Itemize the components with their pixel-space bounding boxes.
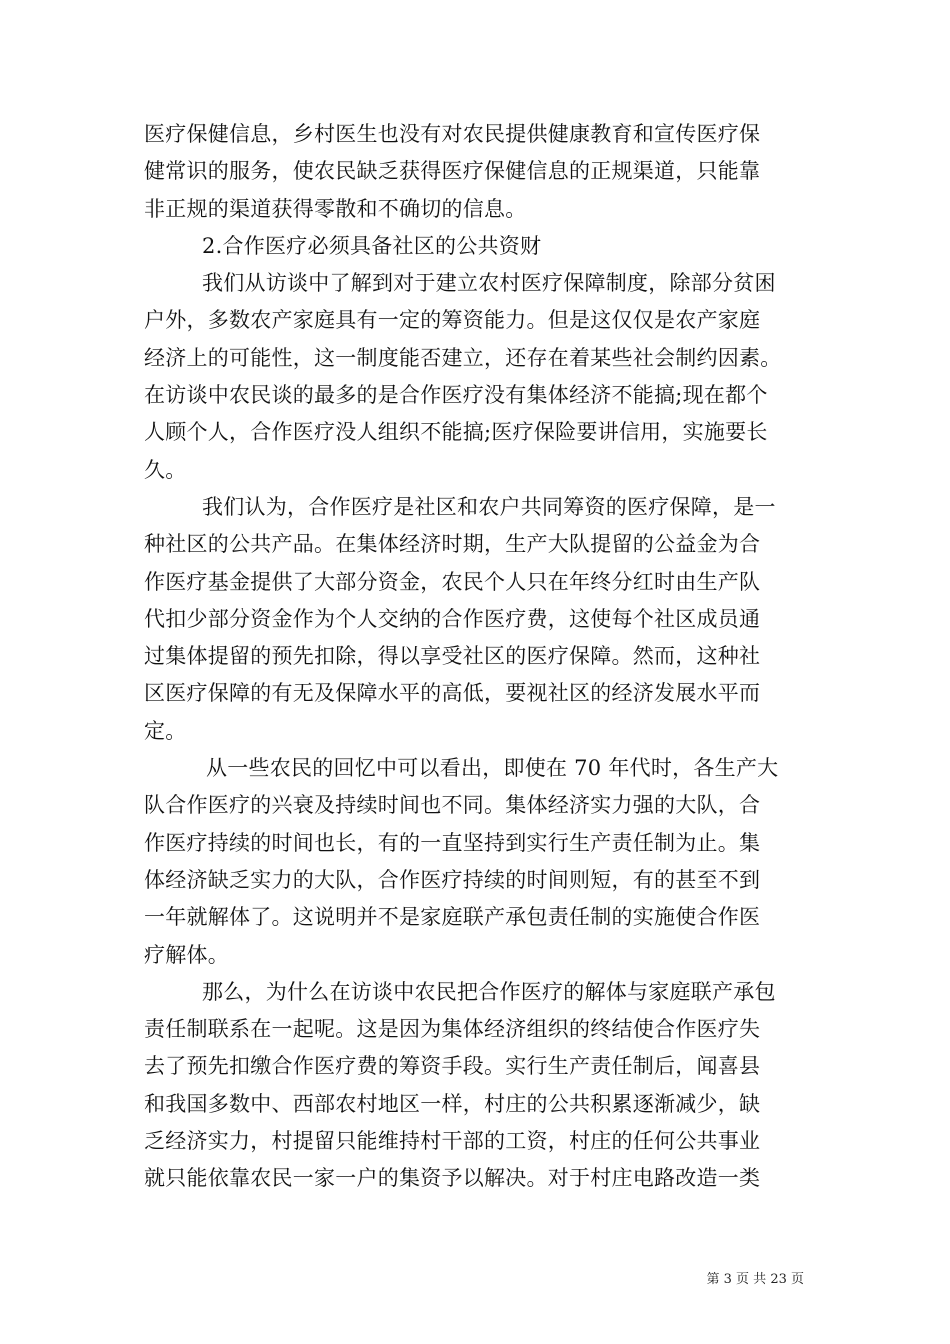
text-line: 疗解体。 [144, 942, 229, 967]
paragraph [144, 265, 810, 489]
text-line: 种社区的公共产品。在集体经济时期，生产大队提留的公益金为合 [144, 532, 761, 557]
text-line: 作医疗基金提供了大部分资金，农民个人只在年终分红时由生产队 [144, 569, 761, 594]
text-line: 一年就解体了。这说明并不是家庭联产承包责任制的实施使合作医 [144, 905, 761, 930]
text-line: 从一些农民的回忆中可以看出，即使在 70 年代时，各生产大 [206, 756, 779, 781]
text-line: 经济上的可能性，这一制度能否建立，还存在着某些社会制约因素。 [144, 345, 782, 370]
text-line: 在访谈中农民谈的最多的是合作医疗没有集体经济不能搞;现在都个 [144, 383, 768, 408]
text-line: 区医疗保障的有无及保障水平的高低，要视社区的经济发展水平而 [144, 681, 761, 706]
text-line: 我们认为，合作医疗是社区和农户共同筹资的医疗保障，是一 [202, 494, 776, 519]
paragraph [144, 489, 810, 750]
text-line: 就只能依靠农民一家一户的集资予以解决。对于村庄电路改造一类 [144, 1166, 761, 1191]
text-line: 户外，多数农产家庭具有一定的筹资能力。但是这仅仅是农产家庭 [144, 308, 761, 333]
text-line: 代扣少部分资金作为个人交纳的合作医疗费，这使每个社区成员通 [144, 606, 761, 631]
text-line: 队合作医疗的兴衰及持续时间也不同。集体经济实力强的大队，合 [144, 793, 761, 818]
text-line: 健常识的服务，使农民缺乏获得医疗保健信息的正规渠道，只能靠 [144, 159, 761, 184]
text-line: 医疗保健信息，乡村医生也没有对农民提供健康教育和宣传医疗保 [144, 122, 761, 146]
heading-text: 2.合作医疗必须具备社区的公共资财 [202, 233, 542, 258]
paragraph [144, 974, 810, 1198]
text-line: 那么，为什么在访谈中农民把合作医疗的解体与家庭联产承包 [202, 979, 776, 1004]
section-heading [144, 228, 810, 265]
text-line: 人顾个人，合作医疗没人组织不能搞;医疗保险要讲信用，实施要长 [144, 420, 768, 445]
text-line: 责任制联系在一起呢。这是因为集体经济组织的终结使合作医疗失 [144, 1017, 761, 1042]
text-line: 体经济缺乏实力的大队，合作医疗持续的时间则短，有的甚至不到 [144, 867, 761, 892]
paragraph [144, 750, 810, 974]
text-line: 定。 [144, 718, 187, 743]
text-line: 我们从访谈中了解到对于建立农村医疗保障制度，除部分贫困 [202, 271, 776, 296]
text-line: 久。 [144, 457, 187, 482]
document-body [144, 116, 810, 1198]
page-number-footer: 第 3 页 共 23 页 [706, 1272, 804, 1287]
text-line: 作医疗持续的时间也长，有的一直坚持到实行生产责任制为止。集 [144, 830, 761, 855]
paragraph-continuation [144, 116, 810, 228]
text-line: 去了预先扣缴合作医疗费的筹资手段。实行生产责任制后，闻喜县 [144, 1054, 761, 1079]
text-line: 乏经济实力，村提留只能维持村干部的工资，村庄的任何公共事业 [144, 1129, 761, 1154]
text-line: 过集体提留的预先扣除，得以享受社区的医疗保障。然而，这种社 [144, 644, 761, 669]
text-line: 非正规的渠道获得零散和不确切的信息。 [144, 196, 527, 221]
text-line: 和我国多数中、西部农村地区一样，村庄的公共积累逐渐减少，缺 [144, 1091, 761, 1116]
